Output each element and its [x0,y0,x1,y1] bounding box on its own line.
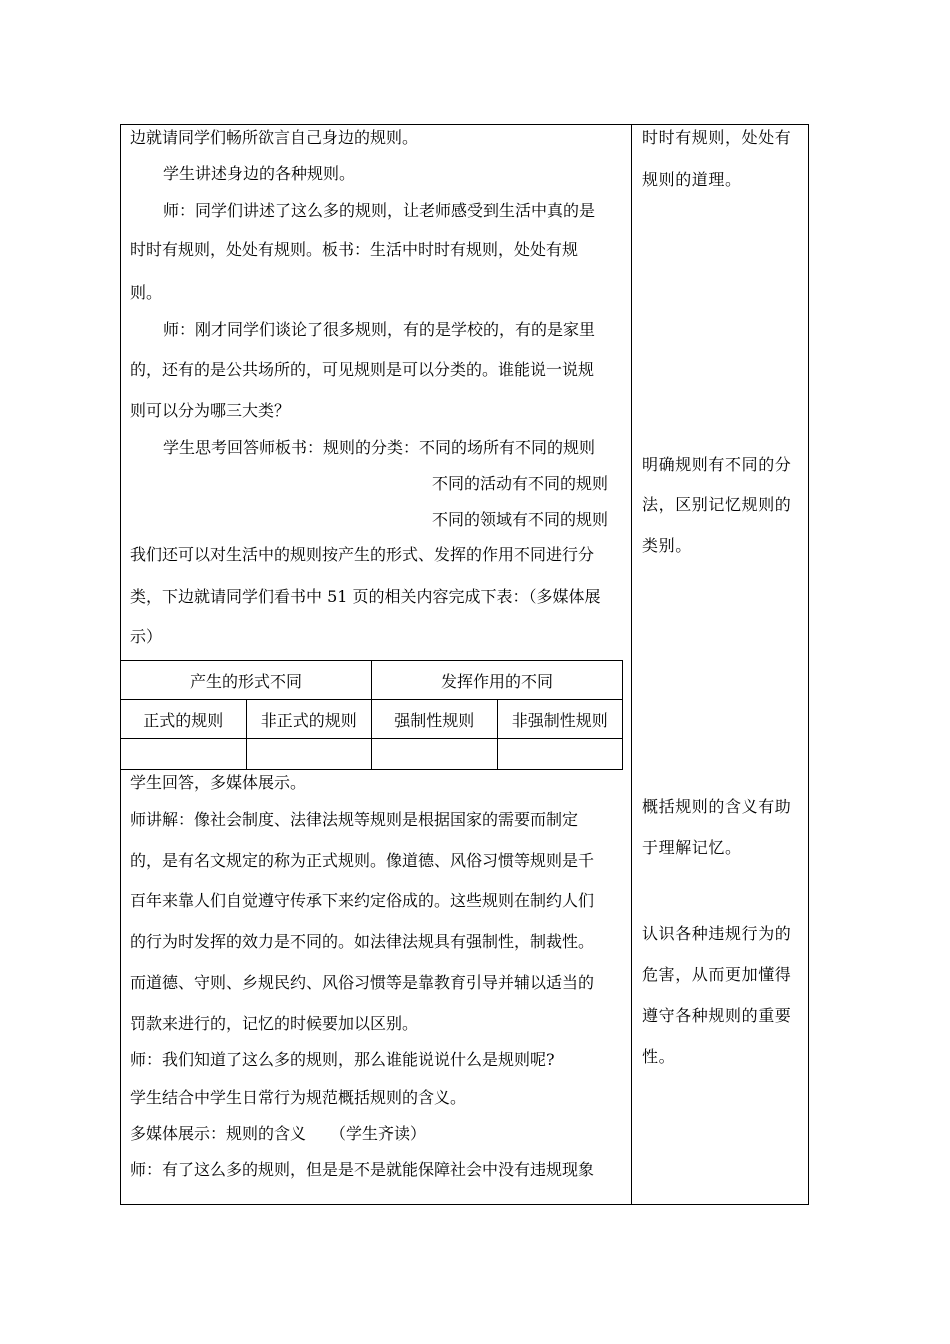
rule-classification-table [120,660,623,770]
text-line: 不同的领域有不同的规则 [432,510,609,529]
table-subheader-cell: 正式的规则 [121,700,247,739]
note-line: 法，区别记忆规则的 [642,495,792,514]
column-divider [631,124,632,1205]
table-header-cell: 产生的形式不同 [121,661,372,700]
text-line: 的，还有的是公共场所的，可见规则是可以分类的。谁能说一说规 [130,360,595,379]
table-subheader-cell: 非强制性规则 [497,700,623,739]
text-line: 罚款来进行的，记忆的时候要加以区别。 [130,1014,419,1033]
text-line: 不同的活动有不同的规则 [432,474,609,493]
text-line: 类，下边就请同学们看书中 51 页的相关内容完成下表：（多媒体展 [130,587,601,606]
text-line: 学生结合中学生日常行为规范概括规则的含义。 [130,1088,467,1107]
note-line: 类别。 [642,536,692,555]
note-line: 时时有规则，处处有 [642,128,792,147]
note-line: 规则的道理。 [642,170,742,189]
table-subheader-cell: 强制性规则 [372,700,498,739]
note-line: 概括规则的含义有助 [642,797,792,816]
text-line: 学生回答，多媒体展示。 [130,773,307,792]
text-line: 师：我们知道了这么多的规则，那么谁能说说什么是规则呢? [130,1050,555,1069]
text-line: 师：同学们讲述了这么多的规则，让老师感受到生活中真的是 [163,201,596,220]
text-line: 我们还可以对生活中的规则按产生的形式、发挥的作用不同进行分 [130,545,595,564]
text-line: 边就请同学们畅所欲言自己身边的规则。 [130,128,419,147]
table-empty-cell [372,739,498,770]
text-line: 师：刚才同学们谈论了很多规则，有的是学校的，有的是家里 [163,320,596,339]
table-empty-cell [497,739,623,770]
note-line: 遵守各种规则的重要 [642,1006,792,1025]
text-line: 则可以分为哪三大类？ [130,401,291,420]
note-line: 性。 [642,1047,676,1066]
text-line: 的，是有名文规定的称为正式规则。像道德、风俗习惯等规则是千 [130,851,595,870]
text-line: 学生思考回答师板书：规则的分类：不同的场所有不同的规则 [163,438,596,457]
text-line: 时时有规则，处处有规则。板书：生活中时时有规则，处处有规 [130,240,579,259]
text-line: 师：有了这么多的规则，但是是不是就能保障社会中没有违规现象 [130,1160,595,1179]
text-line: 师讲解：像社会制度、法律法规等规则是根据国家的需要而制定 [130,810,579,829]
text-line: 则。 [130,283,163,302]
text-line: 而道德、守则、乡规民约、风俗习惯等是靠教育引导并辅以适当的 [130,973,595,992]
table-header-cell: 发挥作用的不同 [372,661,623,700]
text-line: 的行为时发挥的效力是不同的。如法律法规具有强制性，制裁性。 [130,932,595,951]
note-line: 危害，从而更加懂得 [642,965,792,984]
note-line: 明确规则有不同的分 [642,455,792,474]
text-line: 多媒体展示：规则的含义 （学生齐读） [130,1124,427,1143]
table-empty-cell [246,739,372,770]
note-line: 认识各种违规行为的 [642,924,792,943]
table-empty-cell [121,739,247,770]
text-line: 百年来靠人们自觉遵守传承下来约定俗成的。这些规则在制约人们 [130,891,595,910]
text-line: 学生讲述身边的各种规则。 [163,164,356,183]
table-subheader-cell: 非正式的规则 [246,700,372,739]
text-line: 示） [130,627,163,646]
note-line: 于理解记忆。 [642,838,742,857]
